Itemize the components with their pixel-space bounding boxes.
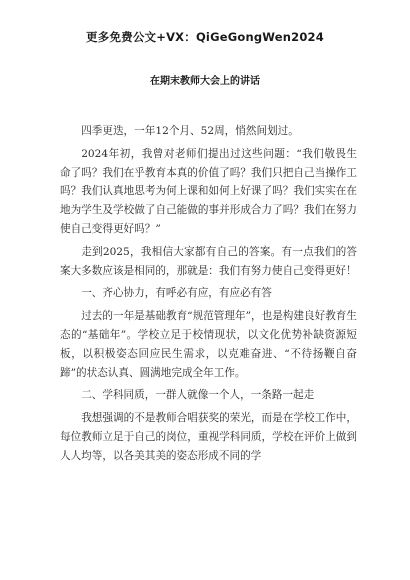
section-heading-1: 一、齐心协力，有呼必有应，有应必有答	[81, 287, 272, 300]
paragraph-section-2: 我想强调的不是教师合唱获奖的荣光，而是在学校工作中，每位教师立足于自己的岗位，重视学科同质，学校在评价上做到人人均等，以各美其美的姿态形成不同的学	[60, 412, 357, 462]
paragraph-section-1: 过去的一年是基础教育“规范管理年”，也是构建良好教育生态的“基础年”。学校立足于校情现状，以文化优势补缺资源短板，以积极姿态回应民生需求，以克难奋进、“不待扬鞭自奋蹄”的状态认真、圆满地完成全年工作。	[60, 310, 357, 379]
paragraph-opening: 四季更迭，一年12个月、52周，悄然间划过。	[81, 125, 299, 137]
paragraph-answers: 走到2025，我相信大家都有自己的答案。有一点我们的答案大多数应该是相同的，那就是：我们有努力使自己变得更好！	[60, 245, 357, 277]
section-heading-2: 二、学科同质，一群人就像一个人，一条路一起走	[81, 389, 315, 402]
document-body	[60, 122, 357, 466]
promo-header: 更多免费公文+VX：QiGeGongWen2024	[86, 30, 324, 44]
paragraph-questions: 2024年初，我曾对老师们提出过这些问题：“我们敬畏生命了吗？我们在乎教育本真的价值了吗？我们只把自己当操作工吗？我们认真地思考为何上课和如何上好课了吗？我们实实在在地为学生及学校做了自己能做的事并形成合力了吗？我们在努力使自己变得更好吗？”	[60, 147, 357, 235]
document-title: 在期末教师大会上的讲话	[150, 76, 260, 87]
